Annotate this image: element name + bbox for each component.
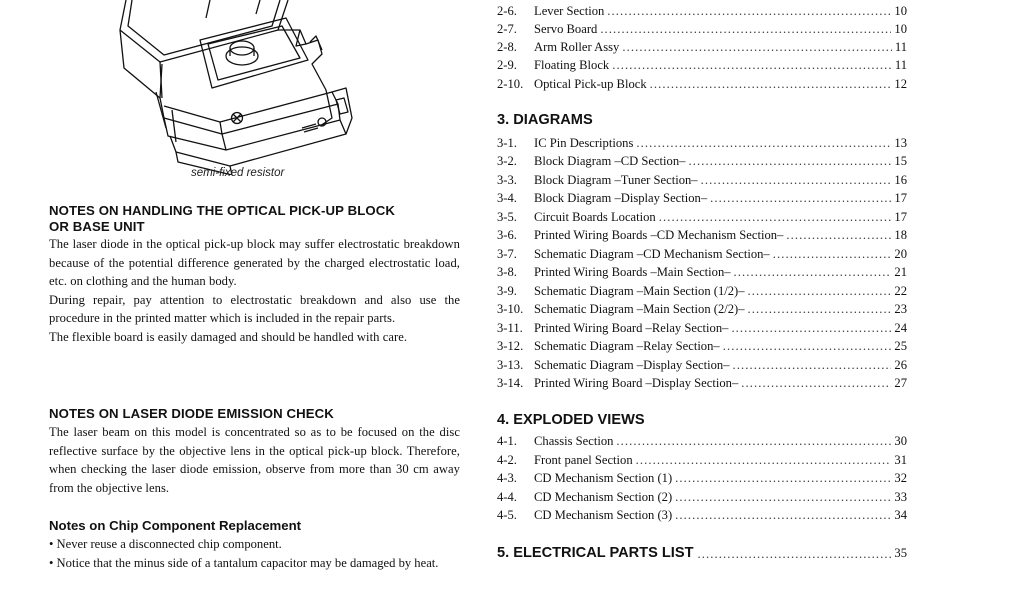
toc-leader [733, 356, 892, 374]
toc-leader [741, 374, 891, 392]
toc-num: 3-5. [497, 210, 517, 224]
toc-leader [675, 469, 891, 487]
toc-title: Schematic Diagram –Main Section (1/2)– [534, 284, 745, 298]
toc-page: 33 [894, 490, 907, 504]
toc-num: 3-7. [497, 247, 517, 261]
toc-page: 10 [894, 22, 907, 36]
toc-page: 20 [894, 247, 907, 261]
optical-pickup-drawing [60, 0, 360, 175]
toc-row[interactable] [497, 263, 907, 281]
toc-row[interactable] [497, 171, 907, 189]
notes-emission-heading: NOTES ON LASER DIODE EMISSION CHECK [49, 406, 334, 421]
toc-page: 30 [894, 434, 907, 448]
toc-leader [622, 38, 892, 56]
toc-title: Servo Board [534, 22, 598, 36]
toc-title: Circuit Boards Location [534, 210, 656, 224]
toc-num: 4-4. [497, 490, 517, 504]
toc-leader [607, 2, 891, 20]
toc-num: 4-3. [497, 471, 517, 485]
toc-num: 3-2. [497, 154, 517, 168]
toc-row[interactable] [497, 506, 907, 524]
toc-page: 10 [894, 4, 907, 18]
toc-title: Printed Wiring Boards –CD Mechanism Section– [534, 228, 784, 242]
toc-leader [734, 263, 892, 281]
toc-leader [659, 208, 892, 226]
toc-row[interactable] [497, 374, 907, 392]
toc-num: 3-1. [497, 136, 517, 150]
toc-leader [731, 319, 891, 337]
notes-handling-heading-line2: OR BASE UNIT [49, 219, 145, 234]
toc-title: Floating Block [534, 58, 610, 72]
toc-page: 11 [894, 40, 907, 54]
notes-chip-bullet1: • Never reuse a disconnected chip component. [49, 537, 282, 551]
section-heading-electrical-parts-list: 5. ELECTRICAL PARTS LIST [497, 545, 694, 561]
toc-leader [636, 134, 891, 152]
toc-row[interactable] [497, 356, 907, 374]
toc-page: 25 [894, 339, 907, 353]
toc-row[interactable] [497, 245, 907, 263]
toc-num: 2-10. [497, 77, 524, 91]
toc-leader [710, 189, 891, 207]
toc-page: 16 [894, 173, 907, 187]
toc-leader [675, 488, 891, 506]
toc-row[interactable] [497, 282, 907, 300]
toc-page: 12 [894, 77, 907, 91]
toc-num: 2-7. [497, 22, 517, 36]
toc-row[interactable] [497, 432, 907, 450]
toc-title: Block Diagram –CD Section– [534, 154, 686, 168]
toc-title: Schematic Diagram –Main Section (2/2)– [534, 302, 745, 316]
toc-row[interactable] [497, 208, 907, 226]
section-heading-exploded-views[interactable]: 4. EXPLODED VIEWS [497, 412, 645, 428]
notes-emission-para: The laser beam on this model is concentrated so as to be focused on the disc reflective surface by the objective lens in the optical pick-up block. Therefore, when checking the laser diode emission, observe from more than 30 cm away from the objective lens. [49, 425, 460, 495]
toc-num: 4-5. [497, 508, 517, 522]
toc-leader [616, 432, 891, 450]
toc-leader [612, 56, 892, 74]
toc-num: 4-1. [497, 434, 517, 448]
notes-handling-para3: The flexible board is easily damaged and should be handled with care. [49, 329, 408, 344]
toc-row[interactable] [497, 337, 907, 355]
toc-page: 34 [894, 508, 907, 522]
toc-leader [748, 282, 892, 300]
toc-num: 3-3. [497, 173, 517, 187]
toc-row[interactable] [497, 56, 907, 74]
toc-title: Schematic Diagram –Relay Section– [534, 339, 720, 353]
toc-leader [650, 75, 892, 93]
toc-title: CD Mechanism Section (2) [534, 490, 673, 504]
toc-num: 3-10. [497, 302, 524, 316]
toc-row[interactable] [497, 38, 907, 56]
toc-title: Front panel Section [534, 453, 633, 467]
toc-page: 13 [894, 136, 907, 150]
toc-page: 21 [894, 265, 907, 279]
toc-page: 15 [894, 154, 907, 168]
toc-title: Optical Pick-up Block [534, 77, 647, 91]
toc-title: Printed Wiring Board –Relay Section– [534, 321, 729, 335]
toc-title: Schematic Diagram –CD Mechanism Section– [534, 247, 770, 261]
toc-leader [773, 245, 892, 263]
notes-handling-section [49, 203, 460, 347]
toc-num: 2-8. [497, 40, 517, 54]
optical-pickup-figure [60, 0, 360, 170]
toc-title: Arm Roller Assy [534, 40, 620, 54]
section-heading-diagrams[interactable]: 3. DIAGRAMS [497, 112, 593, 128]
toc-row-electrical-parts-list[interactable] [497, 543, 907, 563]
toc-row[interactable] [497, 134, 907, 152]
toc-page: 32 [894, 471, 907, 485]
toc-page: 27 [894, 376, 907, 390]
toc-row[interactable] [497, 300, 907, 318]
toc-row[interactable] [497, 488, 907, 506]
toc-title: Printed Wiring Board –Display Section– [534, 376, 739, 390]
toc-title: CD Mechanism Section (3) [534, 508, 673, 522]
toc-title: Chassis Section [534, 434, 614, 448]
toc-title: Schematic Diagram –Display Section– [534, 358, 730, 372]
toc-leader [701, 171, 892, 189]
toc-title: Block Diagram –Tuner Section– [534, 173, 698, 187]
toc-page: 23 [894, 302, 907, 316]
notes-chip-bullet2: • Notice that the minus side of a tantalum capacitor may be damaged by heat. [49, 555, 439, 570]
toc-num: 2-9. [497, 58, 517, 72]
toc-leader [723, 337, 892, 355]
toc-leader [786, 226, 891, 244]
toc-num: 3-14. [497, 376, 524, 390]
toc-leader [675, 506, 891, 524]
toc-row[interactable] [497, 2, 907, 20]
toc-leader [636, 451, 892, 469]
toc-title: Printed Wiring Boards –Main Section– [534, 265, 731, 279]
notes-emission-section [49, 406, 460, 497]
toc-page: 11 [894, 58, 907, 72]
toc-page: 35 [894, 546, 907, 560]
notes-chip-section [49, 518, 460, 572]
toc-row[interactable] [497, 75, 907, 93]
toc-row[interactable] [497, 152, 907, 170]
toc-num: 3-4. [497, 191, 517, 205]
notes-chip-heading: Notes on Chip Component Replacement [49, 518, 302, 533]
toc-title: Block Diagram –Display Section– [534, 191, 708, 205]
toc-row[interactable] [497, 20, 907, 38]
toc-num: 3-11. [497, 321, 523, 335]
toc-title: IC Pin Descriptions [534, 136, 634, 150]
toc-page: 17 [894, 210, 907, 224]
notes-handling-para1: The laser diode in the optical pick-up block may suffer electrostatic breakdown because of the potential difference generated by the charged electrostatic load, etc. on clothing and the human body. [49, 237, 460, 289]
toc-leader [688, 152, 891, 170]
toc-leader [600, 20, 891, 38]
toc-row[interactable] [497, 226, 907, 244]
toc-num: 4-2. [497, 453, 517, 467]
toc-num: 3-12. [497, 339, 524, 353]
toc-leader [748, 300, 892, 318]
toc-page: 18 [894, 228, 907, 242]
toc-row[interactable] [497, 469, 907, 487]
toc-page: 22 [894, 284, 907, 298]
toc-page: 26 [894, 358, 907, 372]
toc-num: 3-6. [497, 228, 517, 242]
toc-page: 17 [894, 191, 907, 205]
toc-page: 24 [894, 321, 907, 335]
toc-title: Lever Section [534, 4, 605, 18]
toc-num: 3-13. [497, 358, 524, 372]
toc-num: 3-8. [497, 265, 517, 279]
notes-handling-heading-line1: NOTES ON HANDLING THE OPTICAL PICK-UP BLOCK [49, 203, 395, 218]
toc-num: 2-6. [497, 4, 517, 18]
notes-handling-para2: During repair, pay attention to electrostatic breakdown and also use the procedure in the printed matter which is included in the repair parts. [49, 292, 460, 326]
toc-row[interactable] [497, 319, 907, 337]
toc-page: 31 [894, 453, 907, 467]
toc-leader [698, 544, 892, 564]
figure-caption: semi-fixed resistor [191, 167, 285, 179]
toc-row[interactable] [497, 451, 907, 469]
toc-title: CD Mechanism Section (1) [534, 471, 673, 485]
toc-num: 3-9. [497, 284, 517, 298]
toc-row[interactable] [497, 189, 907, 207]
